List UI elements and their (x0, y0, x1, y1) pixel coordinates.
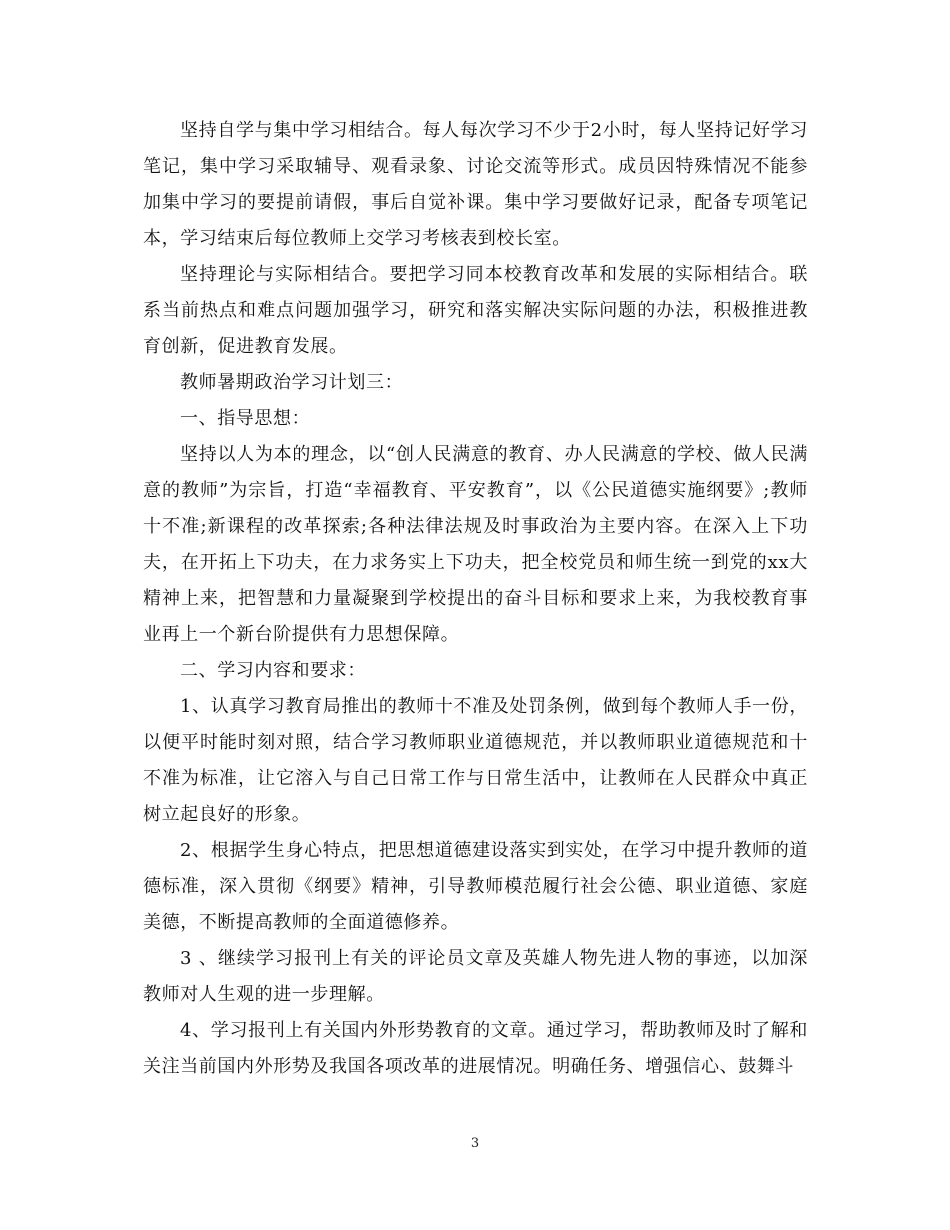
paragraph-self-study: 坚持自学与集中学习相结合。每人每次学习不少于2小时，每人坚持记好学习笔记，集中学习采取辅导、观看录象、讨论交流等形式。成员因特殊情况不能参加集中学习的要提前请假，事后自觉补课。集中学习要做好记录，配备专项笔记本，学习结束后每位教师上交学习考核表到校长室。 (143, 120, 808, 249)
document-body (143, 113, 808, 1085)
list-item-2: 2、根据学生身心特点，把思想道德建设落实到实处，在学习中提升教师的道德标准，深入贯彻《纲要》精神，引导教师模范履行社会公德、职业道德、家庭美德，不断提高教师的全面道德修养。 (143, 840, 808, 933)
page-number: 3 (470, 1136, 480, 1151)
list-item-4: 4、学习报刊上有关国内外形势教育的文章。通过学习，帮助教师及时了解和关注当前国内外形势及我国各项改革的进展情况。明确任务、增强信心、鼓舞斗 (143, 1020, 808, 1077)
section-heading-plan-three: 教师暑期政治学习计划三： (180, 372, 404, 393)
paragraph-guiding-thought: 坚持以人为本的理念，以“创人民满意的教育、办人民满意的学校、做人民满意的教师”为宗旨，打造“幸福教育、平安教育”，以《公民道德实施纲要》;教师十不准;新课程的改革探索;各种法律法规及时事政治为主要内容。在深入上下功夫，在开拓上下功夫，在力求务实上下功夫，把全校党员和师生统一到党的xx大精神上来，把智慧和力量凝聚到学校提出的奋斗目标和要求上来，为我校教育事业再上一个新台阶提供有力思想保障。 (143, 444, 808, 645)
section-heading-guiding-thought: 一、指导思想： (180, 408, 311, 429)
list-item-1: 1、认真学习教育局推出的教师十不准及处罚条例，做到每个教师人手一份，以便平时能时刻对照，结合学习教师职业道德规范，并以教师职业道德规范和十不准为标准，让它溶入与自己日常工作与日常生活中，让教师在人民群众中真正树立起良好的形象。 (143, 696, 808, 825)
section-heading-content-requirements: 二、学习内容和要求： (180, 660, 366, 681)
list-item-3: 3 、继续学习报刊上有关的评论员文章及英雄人物先进人物的事迹，以加深教师对人生观的进一步理解。 (143, 948, 808, 1005)
paragraph-theory-practice: 坚持理论与实际相结合。要把学习同本校教育改革和发展的实际相结合。联系当前热点和难点问题加强学习，研究和落实解决实际问题的办法，积极推进教育创新，促进教育发展。 (143, 264, 808, 357)
